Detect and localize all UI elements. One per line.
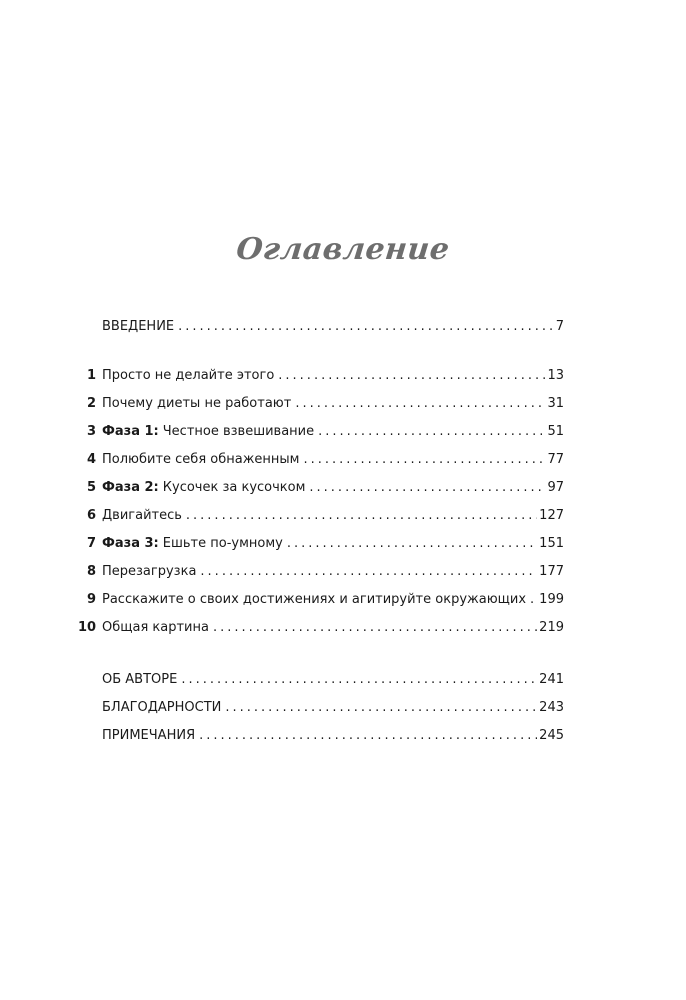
toc-entry-title	[102, 530, 283, 558]
toc-entry[interactable]	[78, 313, 564, 341]
toc-entry-title-text: Перезагрузка	[102, 564, 197, 579]
toc-entry-title-text: Просто не делайте этого	[102, 368, 275, 383]
toc-entry-title-text: ПРИМЕЧАНИЯ	[102, 728, 196, 743]
toc-entry[interactable]	[78, 390, 564, 418]
toc-entry-title	[102, 474, 305, 502]
page-title: Оглавление	[234, 232, 452, 267]
toc-entry-page-number: 51	[547, 424, 564, 439]
toc-entry-page-number: 31	[547, 396, 564, 411]
toc-dot-leader	[225, 694, 537, 722]
toc-entry-title	[102, 694, 221, 722]
toc-entry-number: 8	[86, 564, 96, 579]
toc-entry-title	[102, 614, 209, 642]
toc-entry-title-text: Общая картина	[102, 620, 209, 635]
toc-entry-title-text: Почему диеты не работают	[102, 396, 292, 411]
toc-chapters-section	[78, 362, 564, 642]
toc-entry-page-number: 77	[547, 452, 564, 467]
toc-entry-number: 10	[78, 620, 97, 635]
toc-dot-leader	[213, 614, 537, 642]
toc-dot-leader	[309, 474, 545, 502]
toc-entry[interactable]	[78, 614, 564, 642]
toc-entry[interactable]	[78, 586, 564, 614]
toc-entry[interactable]	[78, 502, 564, 530]
toc-entry-number: 7	[86, 536, 96, 551]
toc-entry[interactable]	[78, 530, 564, 558]
toc-entry-title	[102, 586, 526, 614]
toc-entry-page-number: 219	[539, 620, 564, 635]
toc-dot-leader	[287, 530, 537, 558]
toc-entry-page-number: 7	[555, 319, 564, 334]
toc-entry-phase: Фаза 3:	[102, 536, 159, 551]
toc-entry[interactable]	[78, 722, 564, 750]
toc-entry-title	[102, 446, 299, 474]
toc-entry-number: 9	[86, 592, 96, 607]
toc-intro-section	[78, 313, 564, 341]
toc-entry-number: 4	[86, 452, 96, 467]
toc-dot-leader	[278, 362, 545, 390]
toc-entry-number: 3	[86, 424, 96, 439]
toc-entry-number: 2	[86, 396, 96, 411]
toc-entry-title	[102, 362, 274, 390]
toc-entry-page-number: 13	[547, 368, 564, 383]
toc-entry-title	[102, 313, 174, 341]
toc-entry-title	[102, 418, 314, 446]
toc-dot-leader	[295, 390, 545, 418]
toc-back-matter-section	[78, 666, 564, 750]
toc-entry-page-number: 243	[539, 700, 564, 715]
toc-dot-leader	[186, 502, 537, 530]
toc-entry-title-text: БЛАГОДАРНОСТИ	[102, 700, 222, 715]
toc-entry-page-number: 151	[539, 536, 564, 551]
toc-entry[interactable]	[78, 446, 564, 474]
toc-entry[interactable]	[78, 418, 564, 446]
toc-entry-phase: Фаза 1:	[102, 424, 159, 439]
toc-entry-page-number: 97	[547, 480, 564, 495]
toc-dot-leader	[303, 446, 545, 474]
toc-entry[interactable]	[78, 558, 564, 586]
toc-dot-leader	[178, 313, 554, 341]
toc-entry[interactable]	[78, 362, 564, 390]
toc-entry-title	[102, 390, 291, 418]
toc-dot-leader	[199, 722, 537, 750]
toc-dot-leader	[200, 558, 537, 586]
toc-entry-title-text: Двигайтесь	[102, 508, 182, 523]
toc-entry-title	[102, 666, 177, 694]
toc-dot-leader	[181, 666, 537, 694]
toc-entry-title	[102, 502, 182, 530]
toc-entry-number: 5	[86, 480, 96, 495]
toc-entry-title-text: Ешьте по-умному	[162, 536, 283, 551]
toc-entry-page-number: 245	[539, 728, 564, 743]
toc-entry-page-number: 199	[539, 592, 564, 607]
toc-entry-page-number: 241	[539, 672, 564, 687]
toc-entry-title-text: Расскажите о своих достижениях и агитируйте окружающих	[102, 592, 527, 607]
toc-dot-leader	[530, 586, 537, 614]
toc-entry-title-text: Честное взвешивание	[162, 424, 315, 439]
toc-entry-title	[102, 558, 196, 586]
toc-entry-title-text: Полюбите себя обнаженным	[102, 452, 300, 467]
toc-entry-number: 1	[86, 368, 96, 383]
toc-entry-number: 6	[86, 508, 96, 523]
toc-entry-title-text: ВВЕДЕНИЕ	[102, 319, 175, 334]
toc-entry[interactable]	[78, 474, 564, 502]
toc-entry-phase: Фаза 2:	[102, 480, 159, 495]
toc-entry[interactable]	[78, 694, 564, 722]
toc-entry-title	[102, 722, 195, 750]
toc-entry[interactable]	[78, 666, 564, 694]
toc-entry-title-text: ОБ АВТОРЕ	[102, 672, 178, 687]
toc-entry-page-number: 127	[539, 508, 564, 523]
toc-entry-title-text: Кусочек за кусочком	[162, 480, 306, 495]
toc-entry-page-number: 177	[539, 564, 564, 579]
toc-dot-leader	[318, 418, 545, 446]
